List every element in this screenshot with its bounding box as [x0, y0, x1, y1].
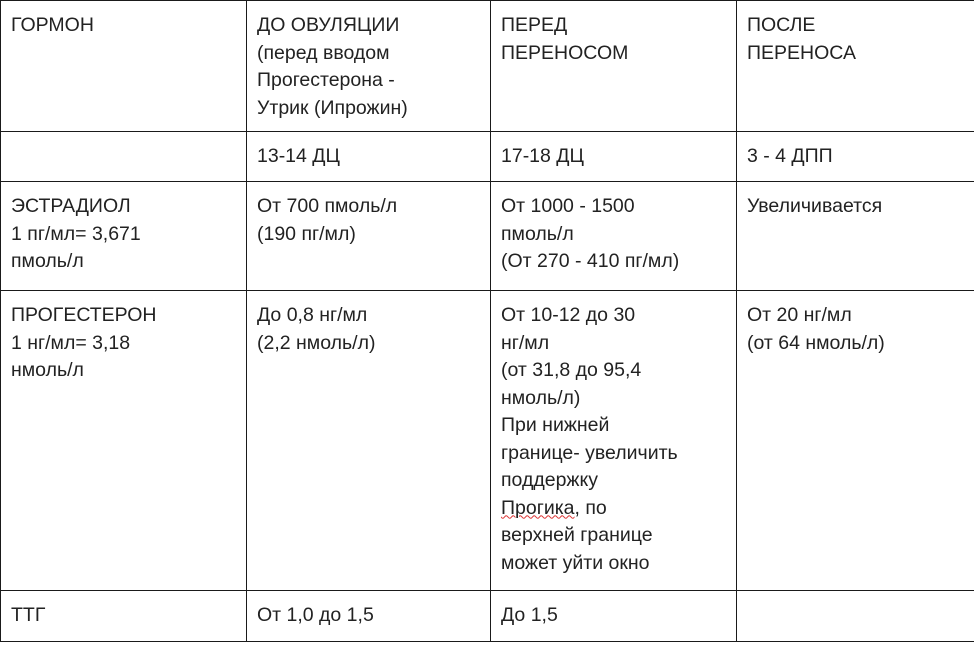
progesterone-name-cell	[1, 291, 247, 591]
progesterone-before-ovulation-cell	[247, 291, 491, 591]
header-before-transfer-cell	[491, 1, 737, 132]
header-before-transfer-line: ПЕРЕНОСОМ	[501, 41, 629, 64]
ttg-col3-text: До 1,5	[501, 604, 558, 626]
estradiol-name-line: ЭСТРАДИОЛ	[11, 195, 131, 217]
progesterone-col4-line: (от 64 нмоль/л)	[747, 331, 885, 354]
estradiol-col3-line: пмоль/л	[501, 222, 574, 245]
table-row-days	[1, 132, 974, 182]
table-row-ttg	[1, 591, 974, 642]
header-before-transfer-line: ПЕРЕД	[501, 14, 568, 36]
progesterone-name-line: ПРОГЕСТЕРОН	[11, 304, 157, 326]
ttg-after-transfer-cell	[737, 591, 974, 642]
days-after-transfer-cell	[737, 132, 974, 182]
table-row-progesterone	[1, 291, 974, 591]
spellcheck-underlined-word: Прогика	[501, 496, 575, 519]
progesterone-col3-line: границе- увеличить	[501, 441, 678, 464]
estradiol-col3-line: (От 270 - 410 пг/мл)	[501, 250, 680, 272]
progesterone-col2-line: (2,2 нмоль/л)	[257, 331, 376, 354]
progesterone-col3-line: (от 31,8 до 95,4	[501, 359, 642, 381]
estradiol-before-transfer-cell	[491, 182, 737, 291]
progesterone-name-line: 1 нг/мл= 3,18	[11, 331, 131, 354]
header-before-ovulation-line: Прогестерона -	[257, 69, 395, 91]
progesterone-before-transfer-cell	[491, 291, 737, 591]
ttg-name-cell	[1, 591, 247, 642]
header-before-ovulation-line: ДО ОВУЛЯЦИИ	[257, 14, 400, 36]
estradiol-after-transfer-cell	[737, 182, 974, 291]
progesterone-col3-line: может уйти окно	[501, 551, 650, 574]
estradiol-before-ovulation-cell	[247, 182, 491, 291]
days-empty-cell	[1, 132, 247, 182]
estradiol-name-cell	[1, 182, 247, 291]
progesterone-name-line: нмоль/л	[11, 359, 84, 381]
progesterone-col3-line: поддержку	[501, 469, 598, 491]
estradiol-col2-line: От 700 пмоль/л	[257, 195, 398, 217]
estradiol-col3-line: От 1000 - 1500	[501, 195, 635, 217]
header-after-transfer-line: ПЕРЕНОСА	[747, 41, 856, 64]
progesterone-col3-line: нг/мл	[501, 331, 550, 354]
ttg-col2-text: От 1,0 до 1,5	[257, 604, 374, 626]
header-hormone-cell	[1, 1, 247, 132]
progesterone-col3-line: нмоль/л)	[501, 386, 581, 409]
progesterone-col3-mixed-line	[501, 495, 726, 523]
estradiol-name-line: 1 пг/мл= 3,671	[11, 222, 141, 245]
days-col3-text: 17-18 ДЦ	[501, 145, 584, 167]
days-col2-text: 13-14 ДЦ	[257, 145, 340, 167]
estradiol-col4-line: Увеличивается	[747, 195, 883, 217]
header-after-transfer-cell	[737, 1, 974, 132]
progesterone-col3-after-word: , по	[574, 496, 607, 519]
header-hormone-text: ГОРМОН	[11, 14, 94, 36]
ttg-before-transfer-cell	[491, 591, 737, 642]
progesterone-after-transfer-cell	[737, 291, 974, 591]
header-before-ovulation-cell	[247, 1, 491, 132]
days-before-transfer-cell	[491, 132, 737, 182]
table-row-estradiol	[1, 182, 974, 291]
header-before-ovulation-line: Утрик (Ипрожин)	[257, 96, 408, 119]
progesterone-col3-line: От 10-12 до 30	[501, 304, 636, 326]
progesterone-col2-line: До 0,8 нг/мл	[257, 304, 368, 326]
estradiol-col2-line: (190 пг/мл)	[257, 222, 356, 245]
days-col4-text: 3 - 4 ДПП	[747, 145, 833, 167]
ttg-before-ovulation-cell	[247, 591, 491, 642]
progesterone-col4-line: От 20 нг/мл	[747, 304, 852, 326]
header-before-ovulation-line: (перед вводом	[257, 41, 390, 64]
table-header-row	[1, 1, 974, 132]
progesterone-col3-line: верхней границе	[501, 524, 653, 546]
ttg-name-text: ТТГ	[11, 604, 46, 626]
estradiol-name-line: пмоль/л	[11, 250, 84, 272]
header-after-transfer-line: ПОСЛЕ	[747, 14, 816, 36]
progesterone-col3-line: При нижней	[501, 414, 610, 436]
days-before-ovulation-cell	[247, 132, 491, 182]
